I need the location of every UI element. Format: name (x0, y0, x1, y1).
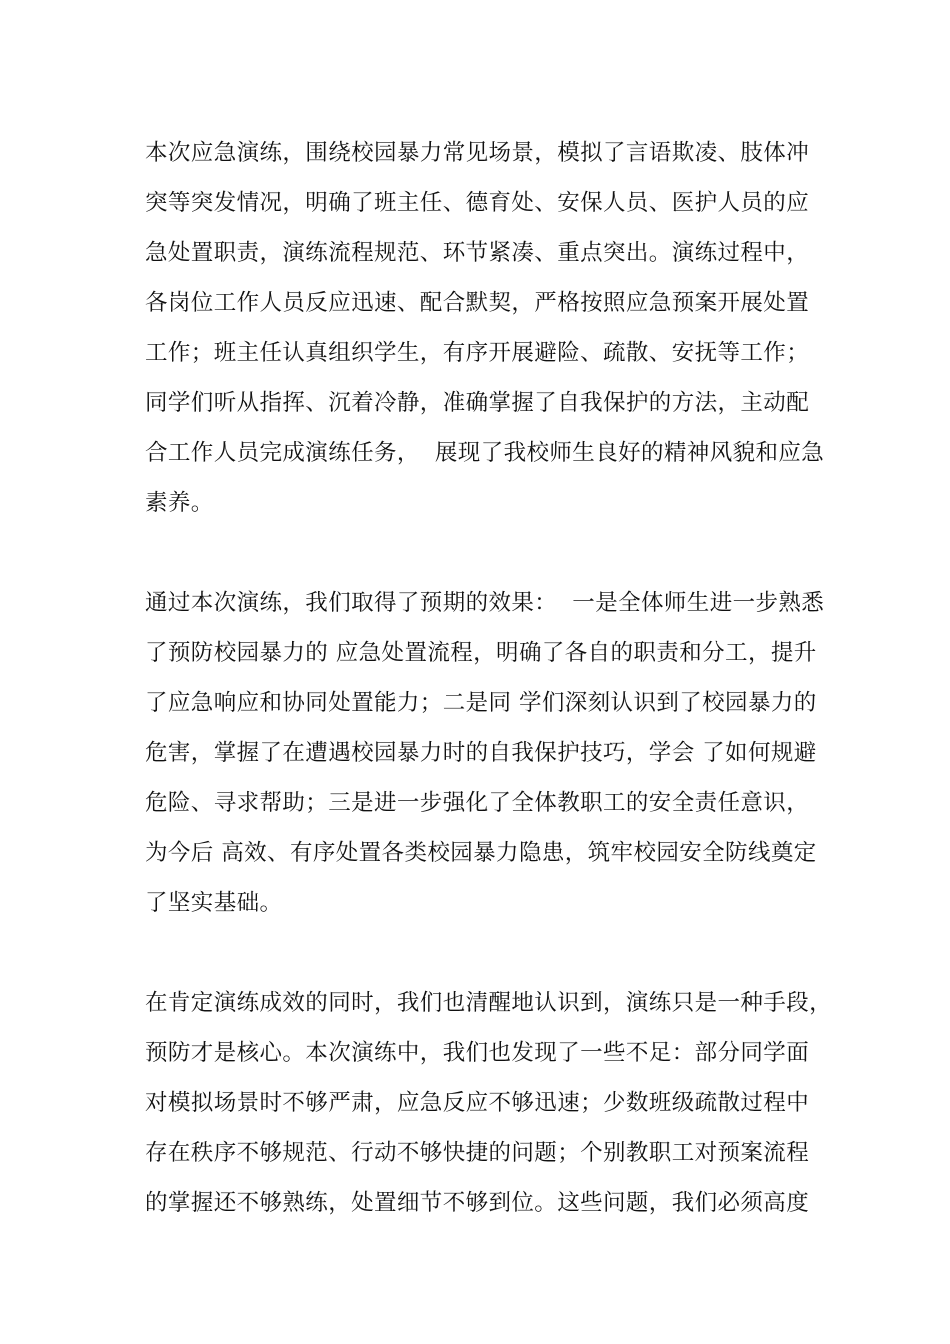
paragraph-line: 合工作人员完成演练任务， 展现了我校师生良好的精神风貌和应急 (145, 440, 825, 466)
paragraph-line: 素养。 (145, 490, 214, 516)
paragraph-line: 的掌握还不够熟练，处置细节不够到位。这些问题，我们必须高度 (145, 1190, 810, 1216)
paragraph-line: 了应急响应和协同处置能力；二是同 学们深刻认识到了校园暴力的 (145, 690, 817, 716)
paragraph-line: 对模拟场景时不够严肃，应急反应不够迅速；少数班级疏散过程中 (145, 1090, 810, 1116)
paragraph-line: 同学们听从指挥、沉着冷静，准确掌握了自我保护的方法，主动配 (145, 390, 810, 416)
paragraph-line: 急处置职责，演练流程规范、环节紧凑、重点突出。演练过程中， (145, 240, 810, 266)
paragraph-line: 预防才是核心。本次演练中，我们也发现了一些不足：部分同学面 (145, 1040, 810, 1066)
paragraph-line: 在肯定演练成效的同时，我们也清醒地认识到，演练只是一种手段， (145, 990, 833, 1016)
paragraph-line: 危害，掌握了在遭遇校园暴力时的自我保护技巧，学会 了如何规避 (145, 740, 817, 766)
paragraph-line: 工作；班主任认真组织学生，有序开展避险、疏散、安抚等工作； (145, 340, 810, 366)
paragraph-line: 本次应急演练，围绕校园暴力常见场景，模拟了言语欺凌、肢体冲 (145, 140, 810, 166)
paragraph-line: 了坚实基础。 (145, 890, 283, 916)
paragraph-line: 通过本次演练，我们取得了预期的效果： 一是全体师生进一步熟悉 (145, 590, 825, 616)
paragraph-line: 突等突发情况，明确了班主任、德育处、安保人员、医护人员的应 (145, 190, 810, 216)
paragraph-line: 了预防校园暴力的 应急处置流程，明确了各自的职责和分工，提升 (145, 640, 817, 666)
paragraph-line: 为今后 高效、有序处置各类校园暴力隐患，筑牢校园安全防线奠定 (145, 840, 817, 866)
paragraph-line: 存在秩序不够规范、行动不够快捷的问题；个别教职工对预案流程 (145, 1140, 810, 1166)
paragraph-line: 各岗位工作人员反应迅速、配合默契，严格按照应急预案开展处置 (145, 290, 810, 316)
paragraph-line: 危险、寻求帮助；三是进一步强化了全体教职工的安全责任意识， (145, 790, 810, 816)
